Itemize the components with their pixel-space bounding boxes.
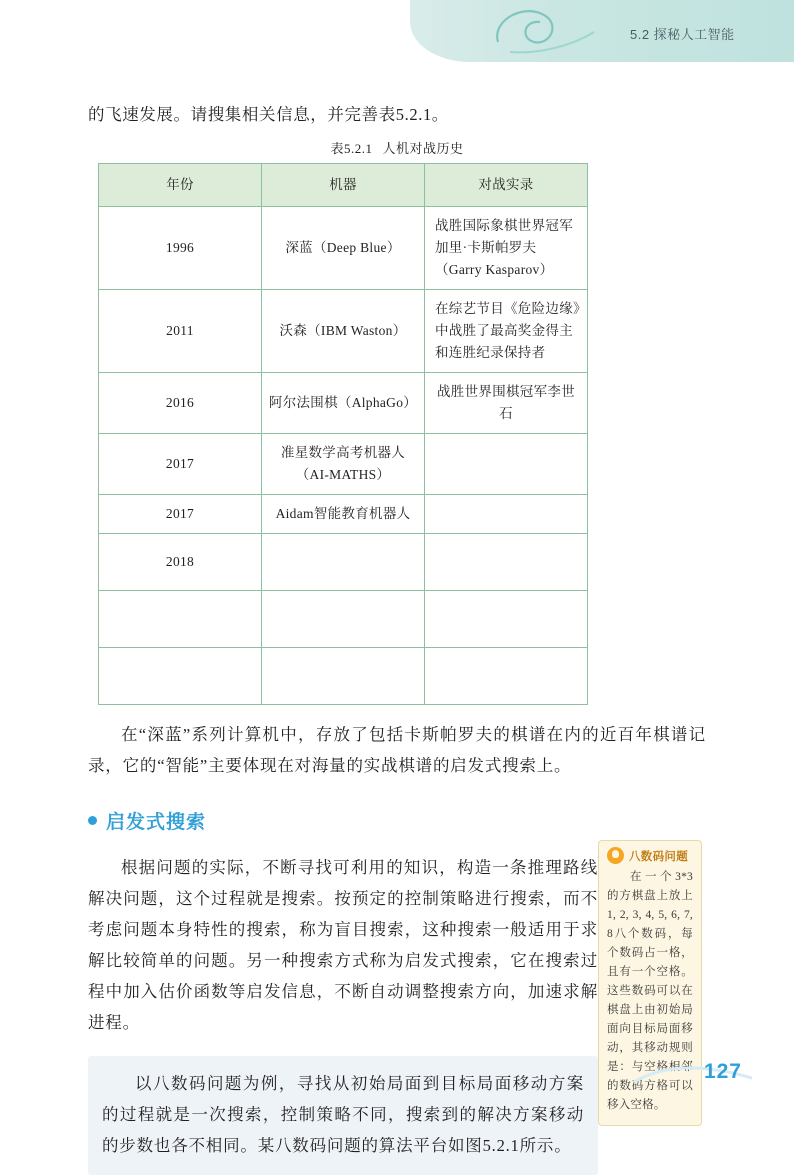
cell-year: 2016	[99, 373, 262, 434]
sidenote-title: 八数码问题	[629, 850, 688, 863]
table-caption-number: 表5.2.1	[330, 141, 373, 156]
header-band	[410, 0, 794, 62]
table-caption	[88, 138, 706, 157]
table-row	[99, 591, 588, 648]
table-row	[99, 290, 588, 373]
cell-year: 2017	[99, 434, 262, 495]
cell-year: 2011	[99, 290, 262, 373]
cell-machine: 深蓝（Deep Blue）	[262, 207, 425, 290]
table-header-row	[99, 164, 588, 207]
table-caption-title: 人机对战历史	[382, 141, 464, 156]
cell-record: 战胜国际象棋世界冠军加里·卡斯帕罗夫（Garry Kasparov）	[425, 207, 588, 290]
cell-record	[425, 591, 588, 648]
cell-machine: 准星数学高考机器人（AI-MATHS）	[262, 434, 425, 495]
header-section-label: 5.2 探秘人工智能	[630, 27, 735, 42]
cell-machine: 沃森（IBM Waston）	[262, 290, 425, 373]
example-box	[88, 1056, 598, 1175]
cell-record: 在综艺节目《危险边缘》中战胜了最高奖金得主和连胜纪录保持者	[425, 290, 588, 373]
cell-record	[425, 648, 588, 705]
sidenote-header	[607, 847, 693, 864]
side-column	[598, 838, 706, 1126]
table-col-record: 对战实录	[425, 164, 588, 207]
history-table	[98, 163, 588, 705]
table-row	[99, 207, 588, 290]
bullet-icon	[88, 816, 97, 825]
cell-record	[425, 534, 588, 591]
table-col-machine: 机器	[262, 164, 425, 207]
cell-machine: 阿尔法围棋（AlphaGo）	[262, 373, 425, 434]
cell-year	[99, 648, 262, 705]
cell-machine	[262, 591, 425, 648]
table-row	[99, 434, 588, 495]
main-column	[88, 838, 598, 1175]
cell-machine	[262, 534, 425, 591]
page-content	[88, 100, 706, 1175]
lightbulb-icon	[607, 847, 624, 864]
cell-year	[99, 591, 262, 648]
cell-machine: Aidam智能教育机器人	[262, 495, 425, 534]
page-number: 127	[703, 1060, 742, 1083]
section-title: 启发式搜索	[106, 812, 207, 833]
cell-record: 战胜世界围棋冠军李世石	[425, 373, 588, 434]
cell-record	[425, 434, 588, 495]
intro-line: 的飞速发展。请搜集相关信息，并完善表5.2.1。	[88, 105, 449, 124]
two-column-area	[88, 838, 706, 1175]
paragraph-after-table: 在“深蓝”系列计算机中，存放了包括卡斯帕罗夫的棋谱在内的近百年棋谱记录，它的“智能”主要体现在对海量的实战棋谱的启发式搜索上。	[88, 725, 706, 775]
table-row	[99, 648, 588, 705]
cell-year: 1996	[99, 207, 262, 290]
paragraph-heuristic: 根据问题的实际，不断寻找可利用的知识，构造一条推理路线解决问题，这个过程就是搜索。按预定的控制策略进行搜索，而不考虑问题本身特性的搜索，称为盲目搜索，这种搜索一般适用于求解比较简单的问题。另一种搜索方式称为启发式搜索，它在搜索过程中加入估价函数等启发信息，不断自动调整搜索方向，加速求解进程。	[88, 858, 598, 1032]
paragraph-example: 以八数码问题为例，寻找从初始局面到目标局面移动方案的过程就是一次搜索，控制策略不同，搜索到的解决方案移动的步数也各不相同。某八数码问题的算法平台如图5.2.1所示。	[102, 1074, 584, 1155]
sidenote-body: 在一个3*3的方棋盘上放上1, 2, 3, 4, 5, 6, 7, 8八个数码，每个数码占一格，且有一个空格。这些数码可以在棋盘上由初始局面向目标局面移动，其移动规则是：与空格相邻的数码方格可以移入空格。	[607, 871, 693, 1111]
cell-year: 2017	[99, 495, 262, 534]
cell-year: 2018	[99, 534, 262, 591]
cell-record	[425, 495, 588, 534]
table-row	[99, 373, 588, 434]
page-number-area	[704, 1060, 742, 1084]
table-col-year: 年份	[99, 164, 262, 207]
cell-machine	[262, 648, 425, 705]
section-heading	[88, 807, 706, 834]
table-row	[99, 495, 588, 534]
table-row	[99, 534, 588, 591]
sidenote-box	[598, 840, 702, 1126]
